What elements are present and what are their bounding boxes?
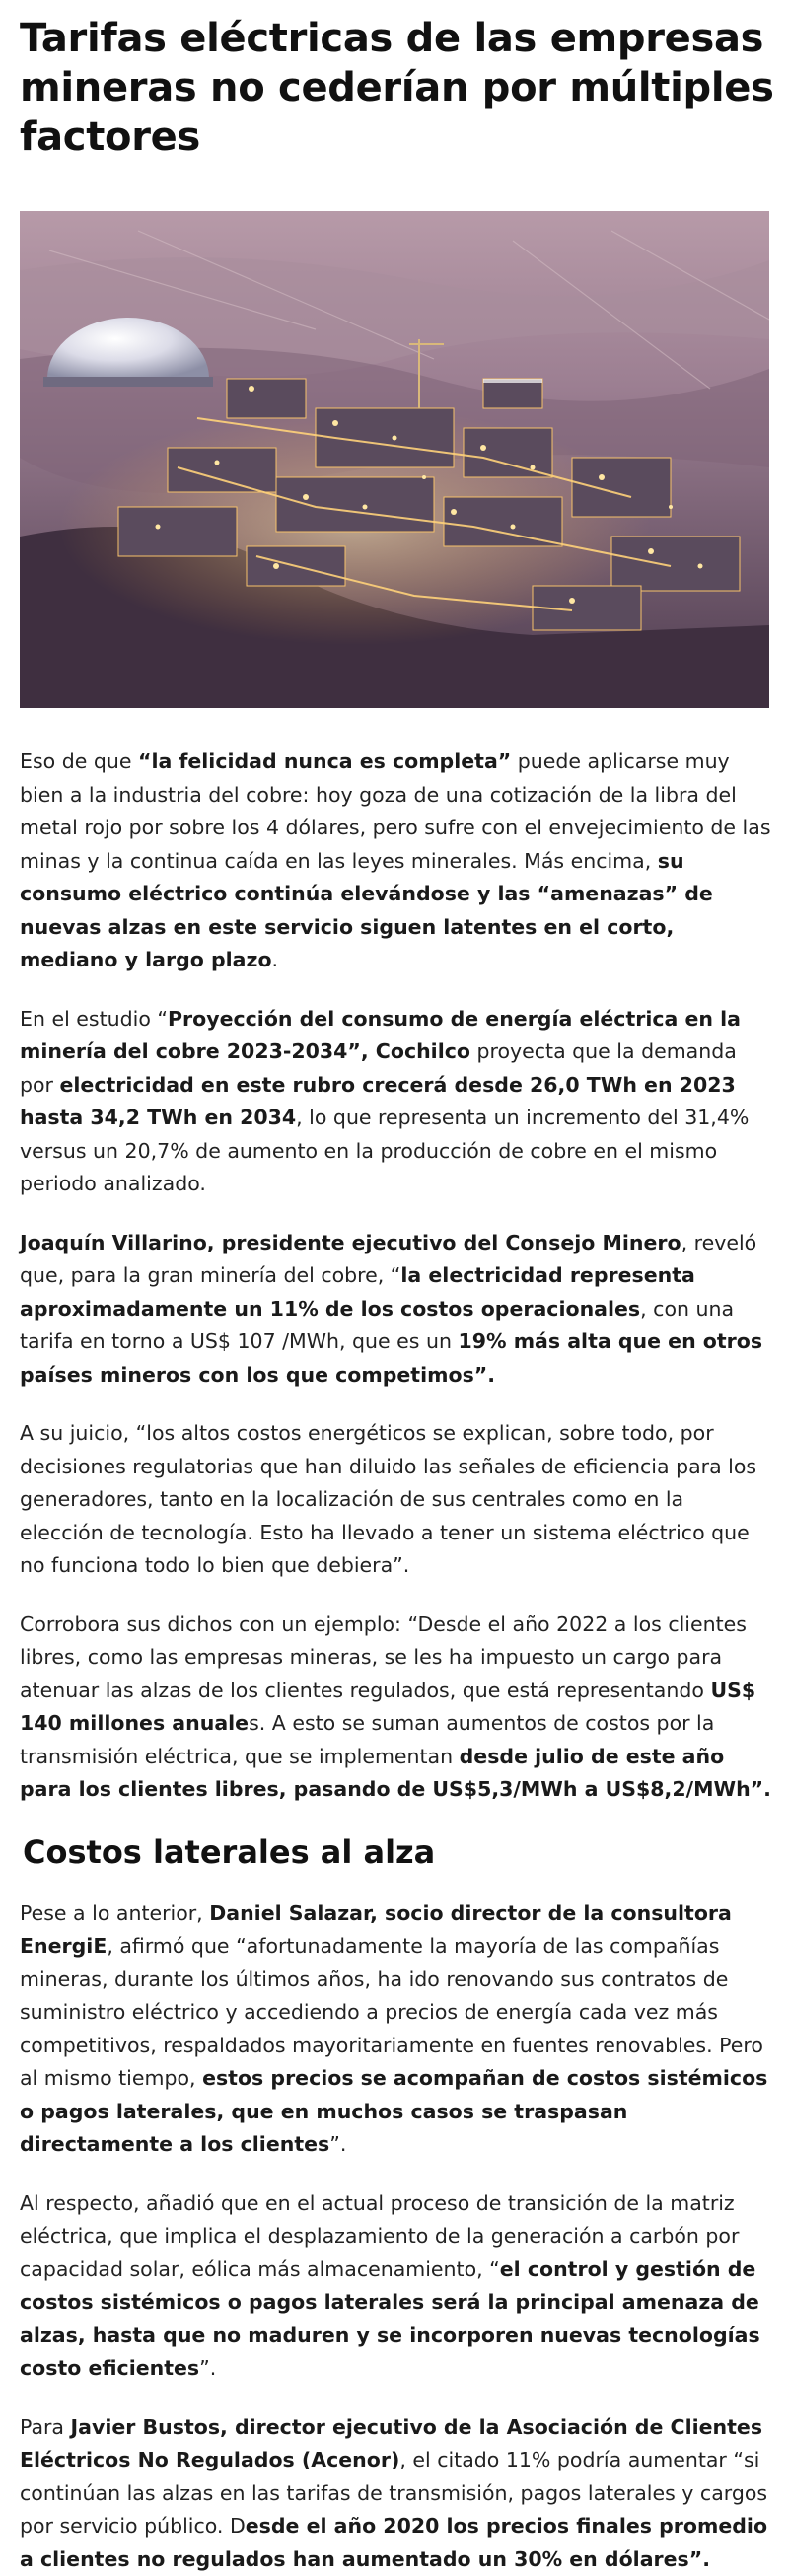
bold-text: Daniel Salazar, socio director de la consultora EnergiE — [20, 1901, 732, 1959]
text-run: ”. — [199, 2356, 216, 2380]
bold-text: Javier Bustos, director ejecutivo de la Asociación de Clientes Eléctricos No Regulados (Acenor) — [20, 2415, 762, 2472]
text-run: Pese a lo anterior, — [20, 1901, 209, 1925]
bold-text: estos precios se acompañan de costos sistémicos o pagos laterales, que en muchos casos se traspasan directamente a los clientes — [20, 2066, 767, 2156]
text-run: s. A esto se suman aumentos de costos por la transmisión eléctrica, que se implementan — [20, 1711, 714, 1768]
text-run: Para — [20, 2415, 71, 2439]
bold-text: 19% más alta que en otros países mineros con los que competimos”. — [20, 1329, 762, 1387]
text-run: , lo que representa un incremento del 31,4% versus un 20,7% de aumento en la producción de cobre en el mismo periodo analizado. — [20, 1106, 749, 1195]
hero-image — [20, 211, 769, 708]
bold-text: Proyección del consumo de energía eléctrica en la minería del cobre 2023-2034”, Cochilco — [20, 1007, 741, 1064]
bold-text: desde julio de este año para los clientes libres, pasando de US$5,3/MWh a US$8,2/MWh”. — [20, 1745, 771, 1802]
paragraph — [20, 1897, 771, 2162]
bold-text: US$ 140 millones anuale — [20, 1679, 755, 1736]
text-run: , el citado 11% podría aumentar “si continúan las alzas en las tarifas de transmisión, pagos laterales y cargos por servicio público. D — [20, 2448, 767, 2538]
bold-text: “la felicidad nunca es completa” — [138, 750, 511, 773]
bold-text: Joaquín Villarino, presidente ejecutivo del Consejo Minero — [20, 1231, 681, 1254]
bold-text: esde el año 2020 los precios finales promedio a clientes no regulados han aumentado un 30% en dólares”. — [20, 2514, 767, 2571]
text-run: , con una tarifa en torno a US$ 107 /MWh, que es un — [20, 1297, 734, 1354]
article-body — [20, 746, 771, 2576]
bold-text: la electricidad representa aproximadamente un 11% de los costos operacionales — [20, 1263, 695, 1321]
bold-text: el control y gestión de costos sistémicos o pagos laterales será la principal amenaza de alzas, hasta que no maduren y se incorporen nuevas tecnologías costo eficientes — [20, 2257, 760, 2381]
paragraph — [20, 746, 771, 977]
text-run: En el estudio “ — [20, 1007, 168, 1031]
text-run: puede aplicarse muy bien a la industria del cobre: hoy goza de una cotización de la libra del metal rojo por sobre los 4 dólares, pero sufre con el envejecimiento de las minas y la continua caída en las leyes minerales. Más encima, — [20, 750, 771, 873]
article — [20, 14, 789, 2576]
text-run: Corrobora sus dichos con un ejemplo: “Desde el año 2022 a los clientes libres, como las empresas mineras, se les ha impuesto un cargo para atenuar las alzas de los clientes regulados, que está representando — [20, 1612, 747, 1702]
text-run: , reveló que, para la gran minería del cobre, “ — [20, 1231, 756, 1288]
bold-text: electricidad en este rubro crecerá desde 26,0 TWh en 2023 hasta 34,2 TWh en 2034 — [20, 1073, 736, 1130]
text-run: A su juicio, “los altos costos energéticos se explican, sobre todo, por decisiones regulatorias que han diluido las señales de eficiencia para los generadores, tanto en la localización de sus centrales como en la elección de tecnología. Esto ha llevado a tener un sistema eléctrico que no funciona todo lo bien que debiera”. — [20, 1421, 756, 1577]
text-run: ”. — [329, 2132, 346, 2156]
mine-aerial-illustration — [20, 211, 769, 708]
text-run: proyecta que la demanda por — [20, 1039, 737, 1097]
paragraph — [20, 1003, 771, 1201]
text-run: , afirmó que “afortunadamente la mayoría de las compañías mineras, durante los últimos años, ha ido renovando sus contratos de suministro eléctrico y accediendo a precios de energía cada vez más competitivos, respaldados mayoritariamente en fuentes renovables. Pero al mismo tiempo, — [20, 1934, 763, 2090]
article-title: Tarifas eléctricas de las empresas mineras no cederían por múltiples factores — [20, 14, 789, 162]
paragraph — [20, 1227, 771, 1393]
text-run: Eso de que — [20, 750, 138, 773]
text-run: . — [272, 948, 279, 971]
text-run: Al respecto, añadió que en el actual proceso de transición de la matriz eléctrica, que implica el desplazamiento de la generación a carbón por capacidad solar, eólica más almacenamiento, “ — [20, 2191, 739, 2281]
paragraph — [20, 2187, 771, 2386]
bold-text: su consumo eléctrico continúa elevándose y las “amenazas” de nuevas alzas en este servicio siguen latentes en el corto, mediano y largo plazo — [20, 849, 713, 972]
paragraph — [20, 1417, 771, 1583]
paragraph — [20, 1609, 771, 1807]
section-heading: Costos laterales al alza — [23, 1832, 771, 1872]
paragraph — [20, 2411, 771, 2576]
